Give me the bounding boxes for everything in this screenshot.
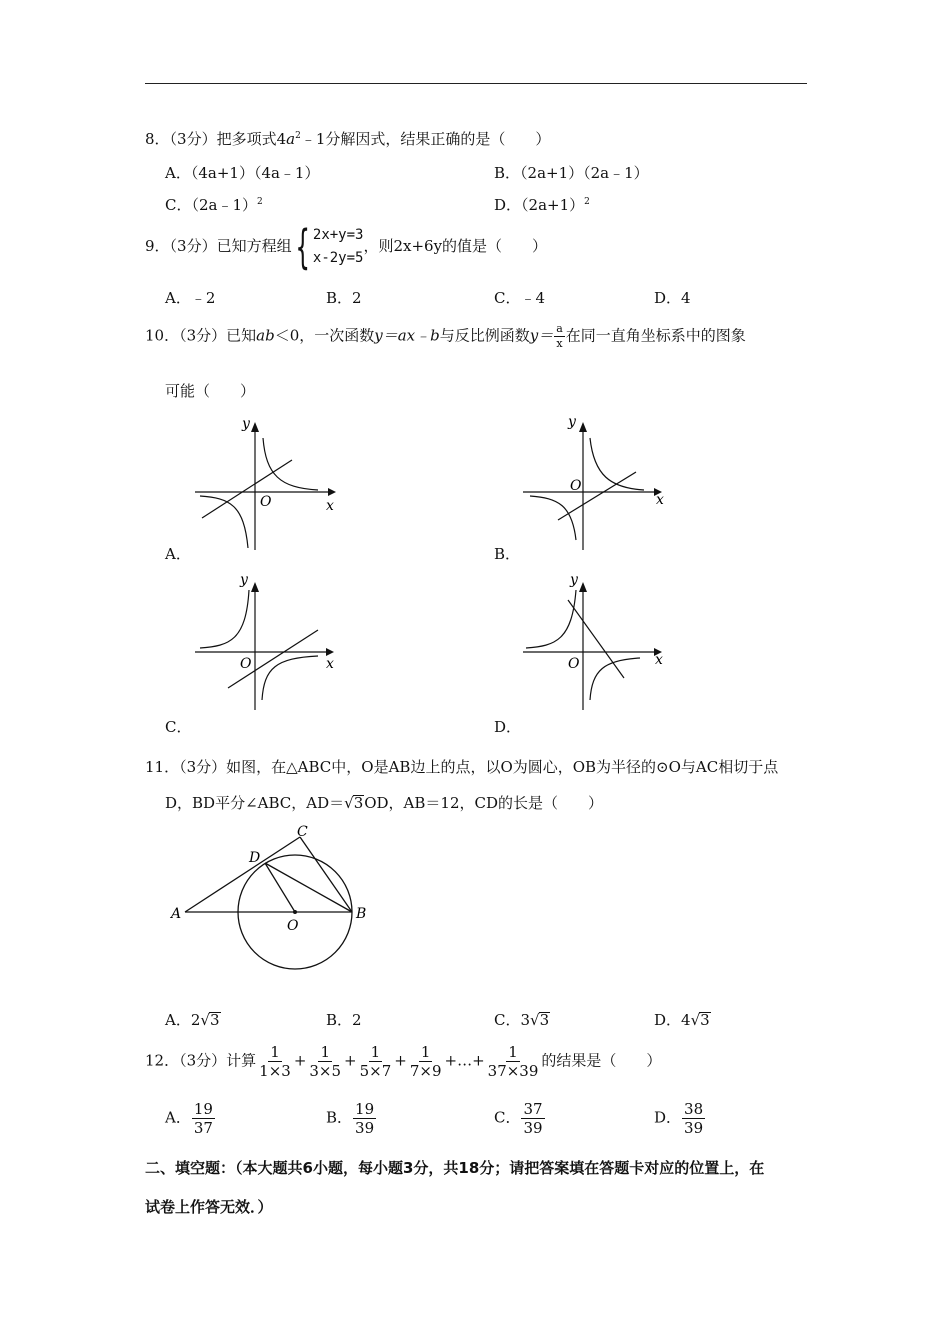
svg-text:O: O bbox=[287, 918, 299, 934]
q10-option-b: B． bbox=[494, 545, 521, 563]
q12-term-last: $\frac{1}{37\times 39}$ bbox=[487, 1043, 539, 1080]
section-2-heading: 二、填空题：（本大题共6小题，每小题3分，共18分；请把答案填在答题卡对应的位置上，在 bbox=[145, 1159, 765, 1177]
q9-eq1: 2x+y=3 bbox=[312, 227, 364, 243]
q8-text-rest: ﹣1分解因式，结果正确的是（ ） bbox=[300, 130, 551, 148]
q12-term-1: $\frac{1}{1\times 3}$ bbox=[259, 1043, 291, 1080]
svg-text:C: C bbox=[297, 824, 308, 840]
q9-text-after: ，则2x+6y的值是（ ） bbox=[363, 237, 548, 255]
q8-option-d: D．$(2a+1)^2$ bbox=[494, 196, 590, 214]
header-rule bbox=[145, 83, 807, 84]
svg-text:y: y bbox=[568, 414, 576, 430]
q12-option-b: B． $\frac{19}{39}$ bbox=[326, 1100, 375, 1137]
question-11: 11．（3分）如图，在△ABC中，O是AB边上的点，以O为圆心，OB为半径的⊙O与AC相切于点 bbox=[145, 758, 779, 776]
q9-option-d: D．4 bbox=[654, 289, 691, 307]
q12-term-3: $\frac{1}{5\times 7}$ bbox=[359, 1043, 392, 1080]
q9-option-c: C．﹣4 bbox=[494, 289, 546, 307]
svg-text:y: y bbox=[570, 572, 578, 588]
q11-figure bbox=[165, 820, 385, 980]
q11-option-a: A．2√3 bbox=[165, 1011, 220, 1029]
q10-line2: 可能（ ） bbox=[165, 382, 256, 400]
question-9 bbox=[145, 220, 548, 274]
q9-equation-system: { 2x+y=3 x-2y=5 bbox=[294, 220, 364, 274]
q9-eq2: x-2y=5 bbox=[312, 250, 364, 266]
q11-option-b: B．2 bbox=[326, 1011, 362, 1029]
q8-option-a: A．（4a+1）（4a﹣1） bbox=[165, 164, 320, 182]
q10-graph-b bbox=[518, 410, 678, 560]
svg-text:O: O bbox=[568, 656, 580, 672]
q11-option-c: C．3√3 bbox=[494, 1011, 550, 1029]
svg-text:D: D bbox=[249, 850, 261, 866]
q10-graph-c bbox=[190, 570, 350, 720]
svg-text:y: y bbox=[242, 416, 250, 432]
question-8 bbox=[145, 128, 550, 149]
svg-text:x: x bbox=[326, 656, 334, 672]
svg-text:y: y bbox=[240, 572, 248, 588]
svg-text:O: O bbox=[240, 656, 252, 672]
q10-graph-a bbox=[190, 410, 350, 560]
q12-term-2: $\frac{1}{3\times 5}$ bbox=[309, 1043, 342, 1080]
svg-text:O: O bbox=[570, 478, 582, 494]
q9-number: 9． bbox=[145, 237, 170, 255]
q8-number: 8． bbox=[145, 130, 170, 148]
svg-text:x: x bbox=[655, 652, 663, 668]
section-2-heading-line2: 试卷上作答无效．） bbox=[145, 1198, 273, 1216]
svg-text:B: B bbox=[356, 906, 367, 922]
q8-var: a bbox=[286, 130, 296, 148]
q10-option-a: A． bbox=[165, 545, 191, 563]
q12-term-4: $\frac{1}{7\times 9}$ bbox=[409, 1043, 442, 1080]
question-10: 10．（3分）已知ab＜0，一次函数y＝ax﹣b与反比例函数y＝ $\frac{a}{x}$ 在同一直角坐标系中的图象 bbox=[145, 322, 746, 350]
q10-fraction: $\frac{a}{x}$ bbox=[556, 322, 563, 350]
q12-option-a: A． $\frac{19}{37}$ bbox=[165, 1100, 213, 1137]
svg-text:x: x bbox=[656, 492, 664, 508]
q9-score: （3分） bbox=[169, 237, 217, 255]
q10-option-c: C． bbox=[165, 718, 192, 736]
q11-option-d: D．4√3 bbox=[654, 1011, 710, 1029]
q8-option-b: B．（2a+1）（2a﹣1） bbox=[494, 164, 649, 182]
svg-text:x: x bbox=[326, 498, 334, 514]
q8-exp: 2 bbox=[295, 131, 301, 141]
q11-line2: D，BD平分∠ABC，AD＝√3OD，AB＝12，CD的长是（ ） bbox=[165, 794, 604, 812]
q10-option-d: D． bbox=[494, 718, 522, 736]
q12-option-d: D． $\frac{38}{39}$ bbox=[654, 1100, 704, 1137]
q8-option-c: C．（2a﹣1）$^2$ bbox=[165, 196, 263, 214]
q9-option-a: A．﹣2 bbox=[165, 289, 216, 307]
question-12: 12．（3分）计算 $\frac{1}{1\times 3}$ + $\frac{1}{3\times 5}$ + $\frac{1}{5\times 7}$ + $\frac{1}{7\times 9}$ +…+ $\frac{1}{37\times 39}$ 的结果是（ ） bbox=[145, 1043, 662, 1080]
q8-score: （3分） bbox=[169, 130, 217, 148]
svg-text:O: O bbox=[260, 494, 272, 510]
svg-text:A: A bbox=[171, 906, 182, 922]
q12-option-c: C． $\frac{37}{39}$ bbox=[494, 1100, 543, 1137]
q10-graph-d bbox=[518, 570, 678, 720]
q8-text: 把多项式 bbox=[216, 130, 277, 148]
q8-coef: 4 bbox=[276, 130, 287, 148]
q9-option-b: B．2 bbox=[326, 289, 362, 307]
q9-text: 已知方程组 bbox=[216, 237, 292, 255]
